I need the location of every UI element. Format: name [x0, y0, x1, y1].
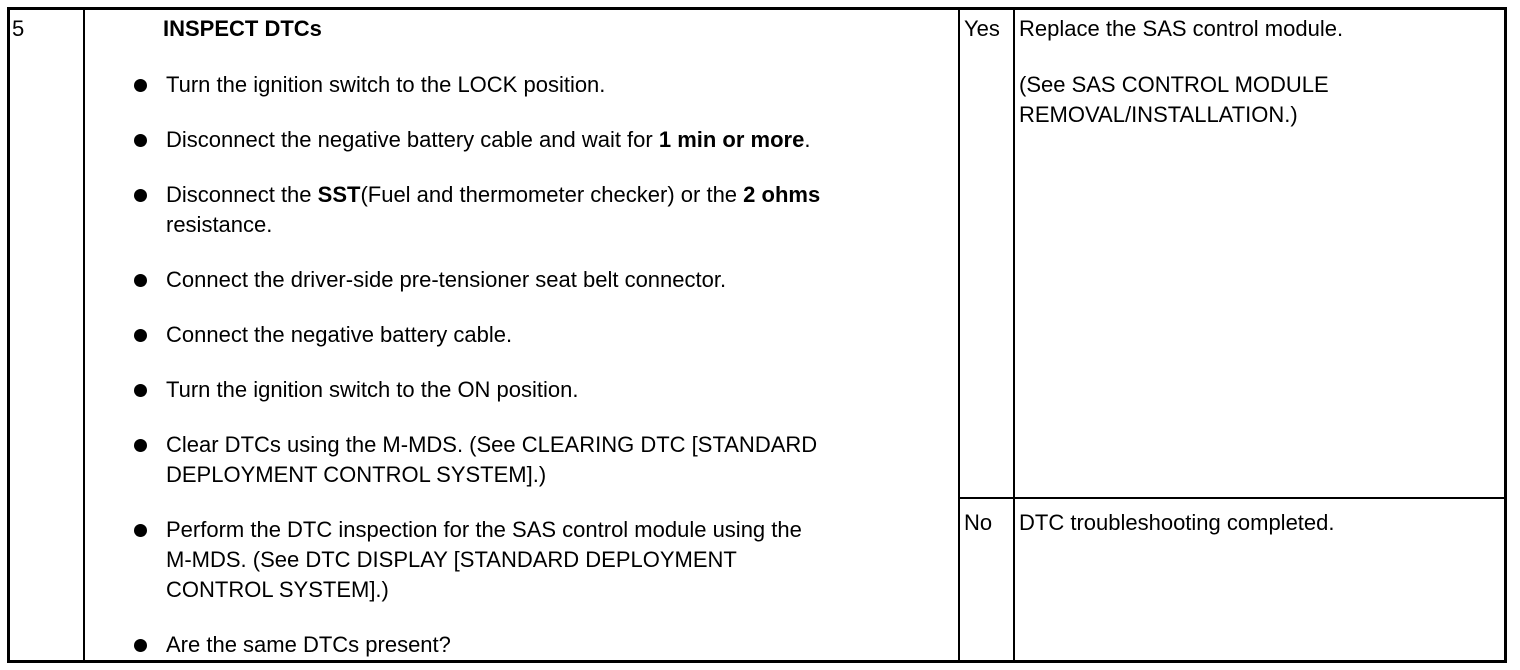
row-divider-yes-no — [958, 497, 1504, 499]
step-title: INSPECT DTCs — [163, 16, 322, 41]
bullet-text-continued: M-MDS. (See DTC DISPLAY [STANDARD DEPLOYMENT — [166, 547, 737, 572]
inspection-table — [7, 7, 1507, 663]
bullet-icon — [134, 134, 147, 147]
result-yes-action: Replace the SAS control module. — [1019, 16, 1344, 41]
bullet-icon — [134, 524, 147, 537]
bullet-text-continued: DEPLOYMENT CONTROL SYSTEM].) — [166, 462, 547, 487]
result-yes-reference-continued: REMOVAL/INSTALLATION.) — [1019, 102, 1298, 127]
bullet-icon — [134, 329, 147, 342]
column-divider-procedure — [958, 10, 960, 660]
bullet-text: Are the same DTCs present? — [166, 632, 451, 657]
bullet-icon — [134, 79, 147, 92]
column-divider-step — [83, 10, 85, 660]
bullet-text: Turn the ignition switch to the ON position. — [166, 377, 579, 402]
bullet-text-continued: resistance. — [166, 212, 273, 237]
bullet-icon — [134, 384, 147, 397]
result-no-label: No — [964, 510, 993, 535]
bullet-text: Connect the driver-side pre-tensioner seat belt connector. — [166, 267, 727, 292]
bullet-text: Disconnect the negative battery cable and wait for 1 min or more. — [166, 127, 811, 152]
bullet-text: Perform the DTC inspection for the SAS control module using the — [166, 517, 802, 542]
bullet-text: Disconnect the SST(Fuel and thermometer checker) or the 2 ohms — [166, 182, 821, 207]
bullet-icon — [134, 439, 147, 452]
bullet-text: Connect the negative battery cable. — [166, 322, 513, 347]
bullet-icon — [134, 274, 147, 287]
result-yes-reference: (See SAS CONTROL MODULE — [1019, 72, 1329, 97]
result-no-action: DTC troubleshooting completed. — [1019, 510, 1335, 535]
column-divider-result — [1013, 10, 1015, 660]
bullet-text-continued: CONTROL SYSTEM].) — [166, 577, 389, 602]
step-number: 5 — [12, 16, 25, 41]
bullet-text: Clear DTCs using the M-MDS. (See CLEARING DTC [STANDARD — [166, 432, 818, 457]
bullet-icon — [134, 189, 147, 202]
bullet-text: Turn the ignition switch to the LOCK position. — [166, 72, 606, 97]
bullet-icon — [134, 639, 147, 652]
result-yes-label: Yes — [964, 16, 1000, 41]
